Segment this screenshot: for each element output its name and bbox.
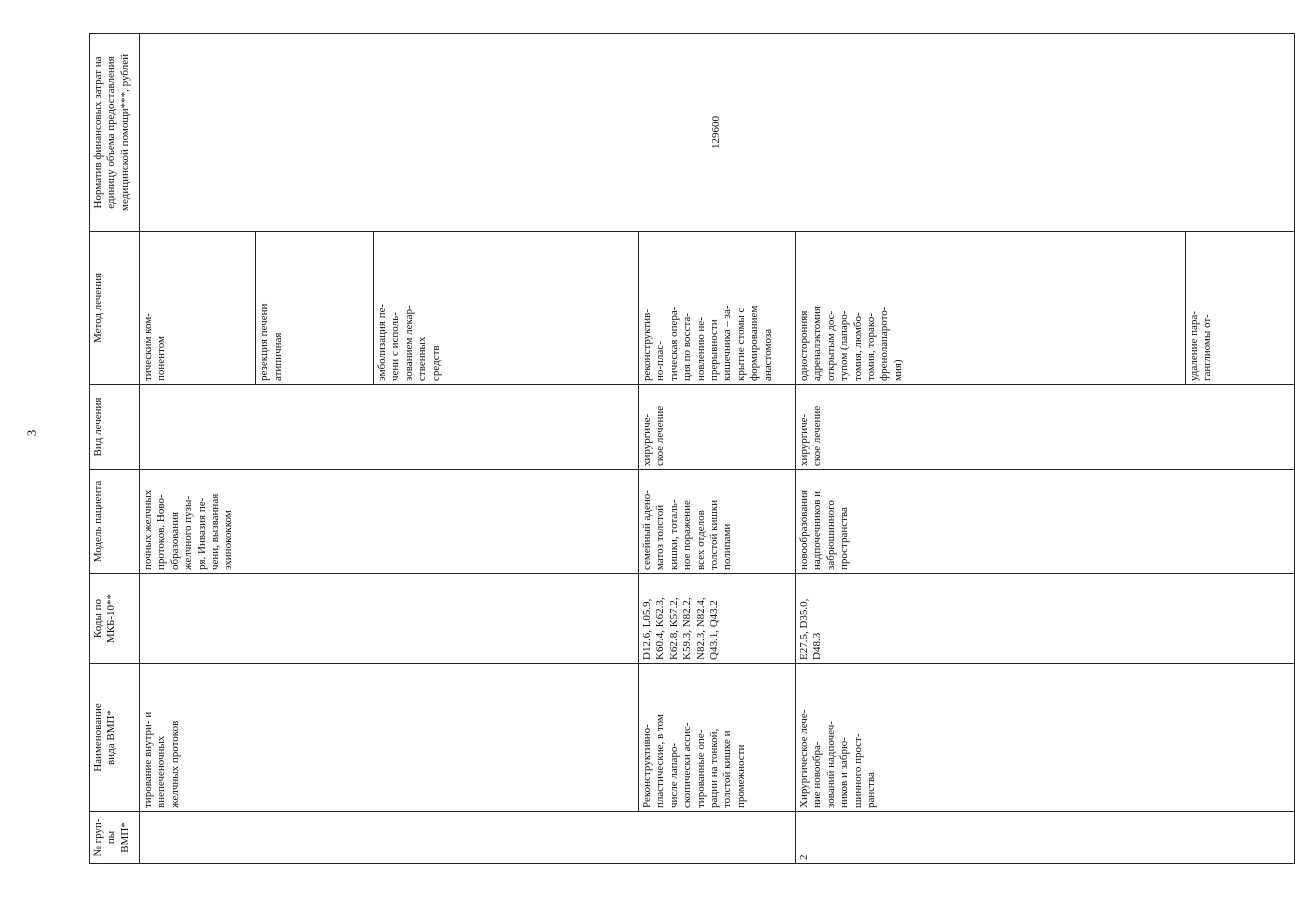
method-item: резекция печени атипичная [256, 232, 374, 384]
methods-list-c [796, 232, 1294, 384]
header-method: Метод лечения [90, 232, 140, 385]
cell-model-b: семейный адено- матоз толстой кишки, тоталь- ное поражение всех отделов толстой кишки полипами [639, 470, 796, 574]
rotated-page-content [89, 34, 1213, 864]
cell-name-b: Реконструктивно- пластические, в том числе лапаро- скопически ассис- тированные опе- рации на тонкой, толстой кишке и промежности [639, 664, 796, 812]
cell-codes-c: E27.5, D35.0, D48.3 [796, 574, 1295, 664]
cell-methods-c [796, 232, 1295, 385]
norm-value: 129600 [710, 116, 723, 149]
header-kind: Вид лечения [90, 385, 140, 470]
header-norm: Норматив финансовых затрат на единицу объема предоставления медицинской помощи***, рублей [90, 34, 140, 232]
cell-codes-b: D12.6, L05.9, K60.4, K62.3, K62.8, K57.2, K59.3, N82.2, N82.3, N82.4, Q43.1, Q43.2 [639, 574, 796, 664]
cell-group-c: 2 [796, 812, 1295, 864]
cell-name-c: Хирургическое лече- ние новообра- зований надпочеч- ников и забрю- шинного прост- ранства [796, 664, 1295, 812]
cell-model-c: новообразования надпочечников и забрюшинного пространства [796, 470, 1295, 574]
methods-list-a [140, 232, 638, 384]
cell-kind-b: хирургиче- ское лечение [639, 385, 796, 470]
method-item: эмболизация пе- чени с исполь- зованием лекар- ственных средств [375, 303, 442, 381]
cell-name-a: тирование внутри- и внепеченочных желчных протоков [140, 664, 639, 812]
cell-group-a [140, 812, 796, 864]
method-item: тическим ком- понентом [140, 232, 256, 384]
cell-model-a: почных желчных протоков. Ново- образования желчного пузы- ря. Инвазия пе- чени, вызванная эхинококком [140, 470, 639, 574]
method-item: односторонняя адреналэктомия открытым дос- тупом (лапаро- томия, люмбо- томия, торако- френолапарото- мия) [796, 232, 1185, 384]
cell-method-b: реконструктив- но-плас- тическая опера- ция по восста- новлению не- прерывности кишечника – за- крытие стомы с формированием анастомоза [639, 232, 796, 385]
cell-codes-a [140, 574, 639, 664]
vmp-table [89, 33, 1295, 864]
header-model: Модель пациента [90, 470, 140, 574]
cell-norm [140, 34, 1295, 232]
method-item: удаление пара- ганглиомы от- [1187, 311, 1213, 381]
cell-kind-c: хирургиче- ское лечение [796, 385, 1295, 470]
cell-methods-a [140, 232, 639, 385]
header-group: № груп- пы ВМП* [90, 812, 140, 864]
table-header-row [90, 34, 140, 864]
page-number: 3 [24, 429, 39, 437]
header-name: Наименование вида ВМП* [90, 664, 140, 812]
table-row [140, 34, 639, 864]
cell-kind-a [140, 385, 639, 470]
header-codes: Коды по МКБ-10** [90, 574, 140, 664]
